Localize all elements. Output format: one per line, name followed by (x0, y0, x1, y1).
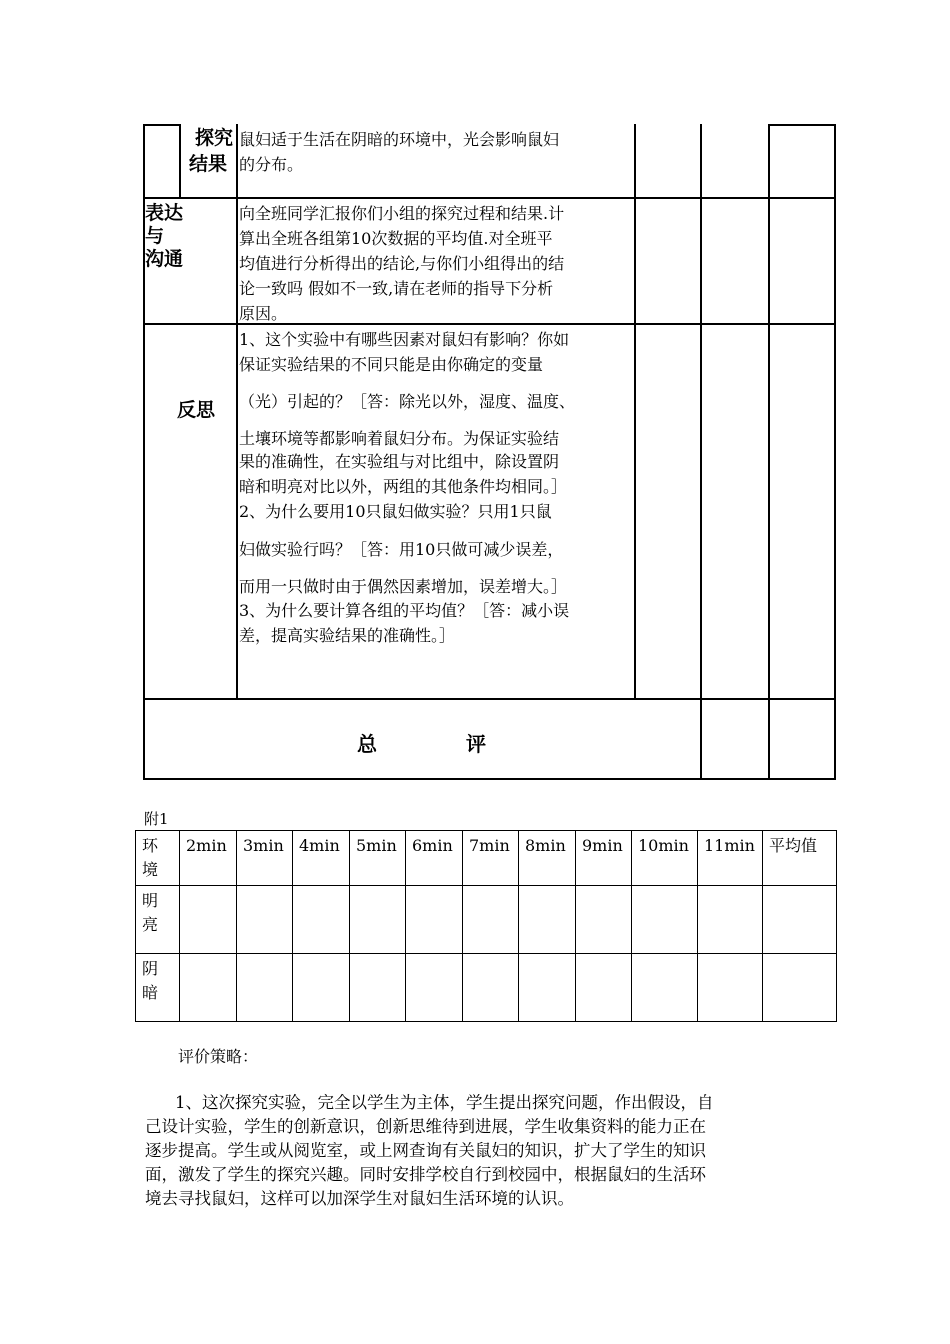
text-line: 差，提高实验结果的准确性。］ (239, 626, 456, 645)
table-border (700, 124, 702, 780)
table-cell (698, 886, 763, 954)
appendix-title: 附1 (144, 810, 169, 828)
table-cell (763, 886, 837, 954)
table-row (136, 954, 837, 1022)
table-cell (576, 886, 632, 954)
label-line: 与 (145, 225, 165, 247)
evaluation-heading: 评价策略： (178, 1047, 259, 1066)
text-line: 原因。 (239, 304, 288, 323)
table-cell (237, 886, 293, 954)
result-label-line2: 结果 (189, 153, 228, 175)
table-cell (698, 954, 763, 1022)
table-header-row (136, 831, 837, 886)
label-line: 沟通 (145, 248, 184, 270)
label-line: 表达 (145, 202, 184, 224)
text-line: （光）引起的？［答：除光以外，湿度、温度、 (239, 392, 576, 411)
header-cell: 3min (237, 831, 293, 886)
text-line: 论一致吗 假如不一致,请在老师的指导下分析 (239, 279, 554, 298)
paragraph-line: 境去寻找鼠妇，这样可以加深学生对鼠妇生活环境的认识。 (145, 1189, 574, 1208)
table-cell (180, 886, 237, 954)
table-border (179, 124, 181, 199)
header-cell: 平均值 (763, 831, 837, 886)
text-line: 2、为什么要用10只鼠妇做实验？只用1只鼠 (239, 502, 552, 521)
header-cell: 6min (406, 831, 463, 886)
table-border (768, 124, 770, 780)
table-border (143, 778, 836, 780)
reflect-a1 (239, 383, 575, 457)
table-border (143, 124, 179, 126)
reflect-label: 反思 (177, 399, 216, 421)
paragraph-line: 1、这次探究实验，完全以学生为主体，学生提出探究问题，作出假设，自 (175, 1093, 714, 1112)
text-line: 的分布。 (239, 155, 304, 174)
header-cell: 7min (463, 831, 519, 886)
paragraph-line: 逐步提高。学生或从阅览室，或上网查询有关鼠妇的知识，扩大了学生的知识 (145, 1141, 706, 1160)
table-cell (632, 886, 698, 954)
table-row (136, 886, 837, 954)
evaluation-paragraph (145, 1091, 805, 1211)
table-cell (293, 954, 350, 1022)
text-line: 鼠妇适于生活在阴暗的环境中，光会影响鼠妇 (239, 130, 560, 149)
table-border (143, 197, 836, 199)
express-text (239, 201, 564, 326)
header-cell: 9min (576, 831, 632, 886)
text-line: 而用一只做时由于偶然因素增加，误差增大。］ (239, 577, 568, 596)
reflect-q1 (239, 327, 569, 377)
header-cell: 5min (350, 831, 406, 886)
summary-char2: 评 (466, 732, 486, 756)
table-cell (576, 954, 632, 1022)
reflect-q3 (239, 598, 569, 648)
table-cell (406, 954, 463, 1022)
result-label-line1: 探究 (195, 127, 234, 149)
table-border (768, 124, 836, 126)
text-line: 3、为什么要计算各组的平均值？［答：减小误 (239, 601, 570, 620)
result-text (239, 127, 559, 177)
row-label: 阴暗 (136, 954, 180, 1022)
reflect-a1-tail (239, 449, 567, 524)
summary-char1: 总 (357, 732, 377, 756)
text-line: 妇做实验行吗？［答：用10只做可减少误差， (239, 540, 564, 559)
row-label: 明亮 (136, 886, 180, 954)
header-cell: 8min (519, 831, 576, 886)
text-line: 算出全班各组第10次数据的平均值.对全班平 (239, 229, 553, 248)
reflect-q2 (239, 531, 567, 605)
table-cell (293, 886, 350, 954)
table-cell (519, 886, 576, 954)
text-line: 1、这个实验中有哪些因素对鼠妇有影响？你如 (239, 330, 570, 349)
header-cell: 环境 (136, 831, 180, 886)
express-label (145, 202, 183, 271)
appendix-table (135, 830, 837, 1022)
table-cell (519, 954, 576, 1022)
table-border (834, 124, 836, 780)
table-cell (463, 954, 519, 1022)
table-border (236, 124, 238, 700)
table-cell (463, 886, 519, 954)
header-cell: 2min (180, 831, 237, 886)
header-cell: 10min (632, 831, 698, 886)
table-border (143, 698, 836, 700)
text-line: 暗和明亮对比以外，两组的其他条件均相同。］ (239, 477, 568, 496)
text-line: 向全班同学汇报你们小组的探究过程和结果.计 (239, 204, 565, 223)
text-line: 均值进行分析得出的结论,与你们小组得出的结 (239, 254, 565, 273)
header-cell: 4min (293, 831, 350, 886)
table-cell (763, 954, 837, 1022)
table-cell (180, 954, 237, 1022)
table-cell (632, 954, 698, 1022)
paragraph-line: 面，激发了学生的探究兴趣。同时安排学校自行到校园中，根据鼠妇的生活环 (145, 1165, 706, 1184)
header-cell: 11min (698, 831, 763, 886)
text-line: 果的准确性，在实验组与对比组中，除设置阴 (239, 452, 560, 471)
table-cell (406, 886, 463, 954)
paragraph-line: 己设计实验，学生的创新意识，创新思维待到进展，学生收集资料的能力正在 (145, 1117, 706, 1136)
table-border (634, 124, 636, 700)
table-cell (237, 954, 293, 1022)
table-cell (350, 886, 406, 954)
text-line: 保证实验结果的不同只能是由你确定的变量 (239, 355, 544, 374)
text-line: 土壤环境等都影响着鼠妇分布。为保证实验结 (239, 429, 560, 448)
table-cell (350, 954, 406, 1022)
